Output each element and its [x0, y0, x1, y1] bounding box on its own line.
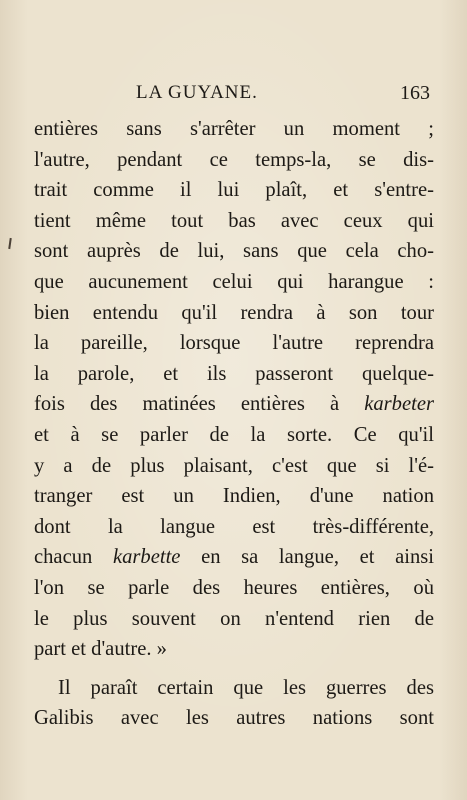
text-line: trait comme il lui plaît, et s'entre- [34, 179, 434, 202]
text-line: tient même tout bas avec ceux qui [34, 209, 434, 232]
text-line: et à se parler de la sorte. Ce qu'il [34, 423, 434, 446]
paragraph-start-line: Il paraît certain que les guerres des [58, 676, 434, 699]
text-line: la pareille, lorsque l'autre reprendra [34, 332, 434, 355]
text-line: l'on se parle des heures entières, où [34, 576, 434, 599]
text-line: l'autre, pendant ce temps-la, se dis- [34, 148, 434, 171]
text-line: part et d'autre. » [34, 638, 167, 661]
text-line: sont auprès de lui, sans que cela cho- [34, 240, 434, 263]
text-line: dont la langue est très-différente, [34, 515, 434, 538]
running-head [34, 82, 434, 106]
text-line: y a de plus plaisant, c'est que si l'é- [34, 454, 434, 477]
text-segment: chacun [34, 546, 93, 569]
text-line: bien entendu qu'il rendra à son tour [34, 301, 434, 324]
page-number: 163 [400, 82, 430, 104]
text-line: entières sans s'arrêter un moment ; [34, 118, 434, 140]
margin-mark [8, 238, 12, 249]
body-text [34, 114, 434, 734]
text-line [34, 389, 434, 420]
italic-term: karbeter [364, 393, 434, 416]
text-line: le plus souvent on n'entend rien de [34, 607, 434, 630]
text-line: que aucunement celui qui harangue : [34, 270, 434, 293]
text-line: la parole, et ils passeront quelque- [34, 362, 434, 385]
text-segment: en sa langue, et ainsi [201, 546, 434, 569]
text-line: Galibis avec les autres nations sont [34, 707, 434, 730]
text-segment: fois des matinées entières à [34, 393, 340, 416]
text-line [34, 542, 434, 573]
italic-term: karbette [112, 546, 181, 569]
text-line: tranger est un Indien, d'une nation [34, 485, 434, 508]
running-title: LA GUYANE. [136, 82, 258, 103]
